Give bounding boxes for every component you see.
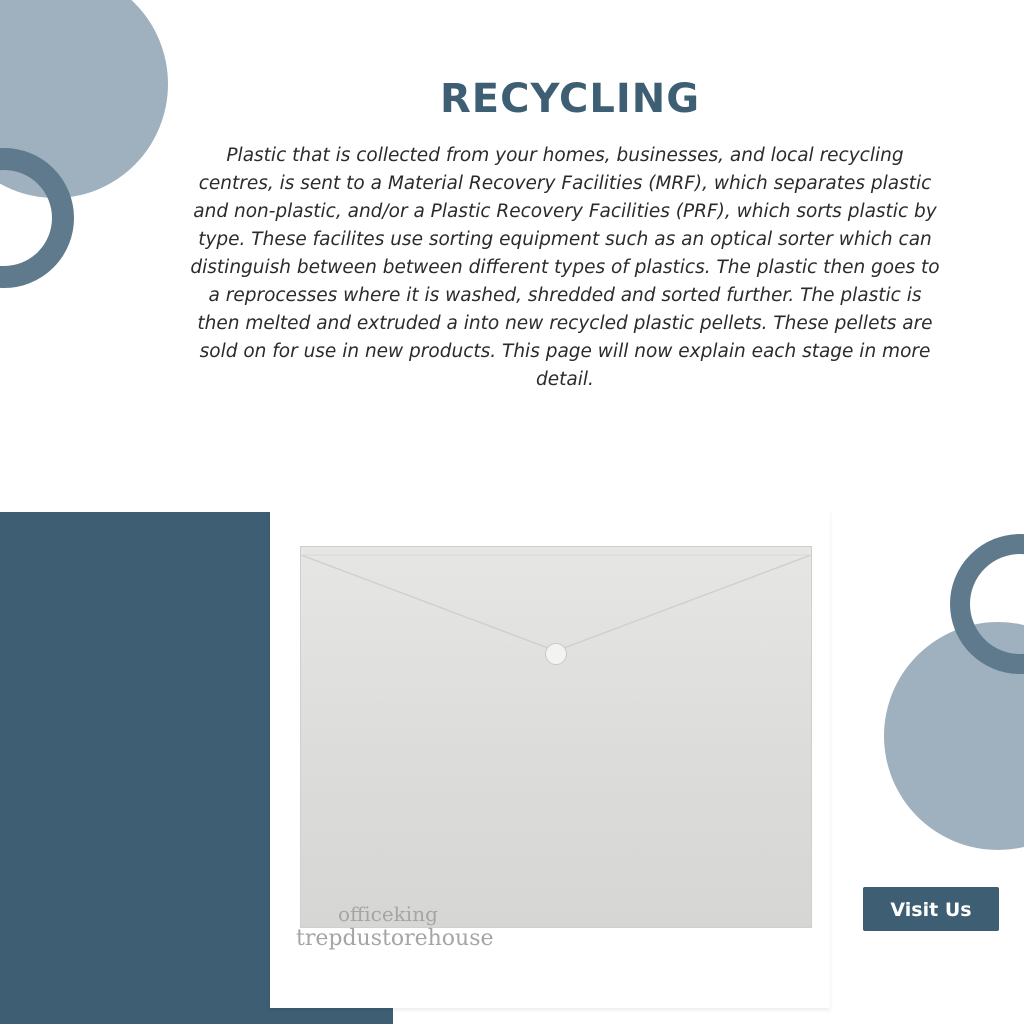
- folder-flap-shape: [301, 547, 811, 697]
- product-photo: [270, 510, 830, 1008]
- folder-snap-button: [545, 643, 567, 665]
- visit-us-button[interactable]: Visit Us: [863, 887, 999, 931]
- body-paragraph: Plastic that is collected from your homes, businesses, and local recycling centres, is sent to a Material Recovery Facilities (MRF), which separates plastic and non-plastic, and/or a Plastic Recovery Facilities (PRF), which sorts plastic by type. These facilites use sorting equipment such as an optical sorter which can distinguish between between different types of plastics. The plastic then goes to a reprocesses where it is washed, shredded and sorted further. The plastic is then melted and extruded a into new recycled plastic pellets. These pellets are sold on for use in new products. This page will now explain each stage in more detail.: [190, 145, 940, 390]
- page-title: RECYCLING: [439, 76, 701, 122]
- photo-watermark: [296, 902, 494, 952]
- watermark-brand: officeking: [338, 902, 438, 926]
- watermark-store: trepdustorehouse: [296, 926, 494, 951]
- plastic-folder-image: [300, 546, 812, 928]
